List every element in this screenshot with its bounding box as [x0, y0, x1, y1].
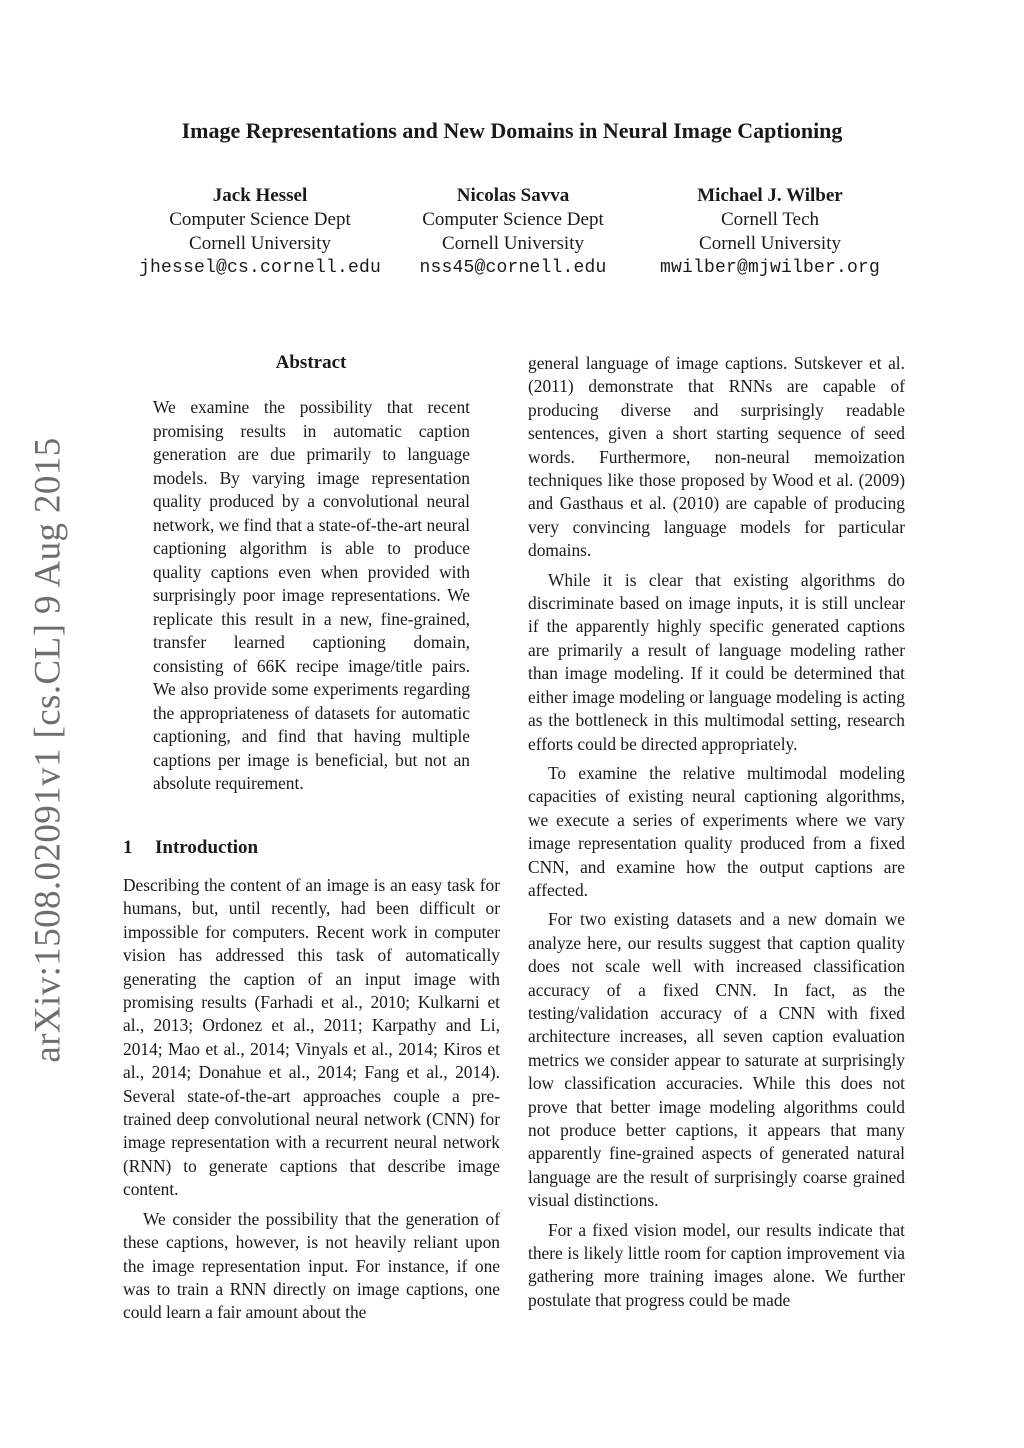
author-name: Michael J. Wilber — [697, 185, 843, 206]
author-institution: Cornell University — [699, 233, 841, 254]
right-column-body — [528, 352, 905, 1312]
paragraph: For two existing datasets and a new domain we analyze here, our results suggest that caption quality does not scale well with increased classification accuracy of a fixed CNN. In fact, as the testing/validation accuracy of a CNN with fixed architecture increases, all seven caption evaluation metrics we consider appear to saturate at surprisingly low classification accuracies. While this does not prove that better image modeling algorithms could not produce better captions, it appears that many apparently fine-grained aspects of generated natural language are the result of surprisingly coarse grained visual distinctions. — [528, 909, 905, 1211]
paragraph: general language of image captions. Sutskever et al. (2011) demonstrate that RNNs are capable of producing diverse and surprisingly readable sentences, given a short starting sequence of seed words. Furthermore, non-neural memoization techniques like those proposed by Wood et al. (2009) and Gasthaus et al. (2010) are capable of producing very convincing language models for particular domains. — [528, 353, 905, 561]
paragraph: While it is clear that existing algorithms do discriminate based on image inputs, it is still unclear if the apparently highly specific generated captions are primarily a result of language modeling rather than image modeling. If it could be determined that either image modeling or language modeling is acting as the bottleneck in this multimodal setting, research efforts could be directed appropriately. — [528, 569, 905, 754]
author-email: jhessel@cs.cornell.edu — [138, 258, 382, 278]
paragraph: For a fixed vision model, our results indicate that there is likely little room for caption improvement via gathering more training images alone. We further postulate that progress could be made — [528, 1219, 905, 1310]
author-dept: Computer Science Dept — [169, 209, 351, 230]
author-block-savva — [388, 184, 638, 280]
author-institution: Cornell University — [442, 233, 584, 254]
section-number: 1 — [123, 837, 133, 858]
author-institution: Cornell University — [189, 233, 331, 254]
author-dept: Computer Science Dept — [422, 209, 604, 230]
paragraph: We consider the possibility that the generation of these captions, however, is not heavily reliant upon the image representation input. For instance, if one was to train a RNN directly on image captions, one could learn a fair amount about the — [123, 1208, 500, 1323]
abstract-heading: Abstract — [275, 352, 347, 373]
author-dept: Cornell Tech — [720, 209, 820, 230]
section-title: Introduction — [155, 837, 259, 858]
author-email: nss45@cornell.edu — [419, 258, 607, 278]
paragraph: Describing the content of an image is an easy task for humans, but, until recently, had been difficult or impossible for computers. Recent work in computer vision has addressed this task of automatically generating the caption of an input image with promising results (Farhadi et al., 2010; Kulkarni et al., 2013; Ordonez et al., 2011; Karpathy and Li, 2014; Mao et al., 2014; Vinyals et al., 2014; Kiros et al., 2014; Donahue et al., 2014; Fang et al., 2014). Several state-of-the-art approaches couple a pre-trained deep convolutional neural network (CNN) for image representation with a recurrent neural network (RNN) to generate captions that describe image content. — [123, 875, 500, 1200]
arxiv-stamp: arXiv:1508.02091v1 [cs.CL] 9 Aug 2015 — [27, 437, 69, 1063]
left-column-body — [123, 874, 500, 1325]
section-heading-introduction — [123, 835, 258, 861]
abstract-text: We examine the possibility that recent promising results in automatic caption generation are due primarily to language models. By varying image representation quality produced by a convolutional neural network, we find that a state-of-the-art neural captioning algorithm is able to produce quality captions even when provided with surprisingly poor image representations. We replicate this result in a new, fine-grained, transfer learned captioning domain, consisting of 66K recipe image/title pairs. We also provide some experiments regarding the appropriateness of datasets for automatic captioning, and find that having multiple captions per image is beneficial, but not an absolute requirement. — [153, 397, 470, 793]
author-block-hessel — [110, 184, 410, 280]
paper-title: Image Representations and New Domains in Neural Image Captioning — [181, 118, 843, 143]
paragraph: To examine the relative multimodal modeling capacities of existing neural captioning algorithms, we execute a series of experiments where we vary image representation quality produced from a fixed CNN, and examine how the output captions are affected. — [528, 762, 905, 900]
author-email: mwilber@mjwilber.org — [659, 258, 881, 278]
author-block-wilber — [630, 184, 910, 280]
author-name: Nicolas Savva — [456, 185, 570, 206]
author-name: Jack Hessel — [212, 185, 308, 206]
